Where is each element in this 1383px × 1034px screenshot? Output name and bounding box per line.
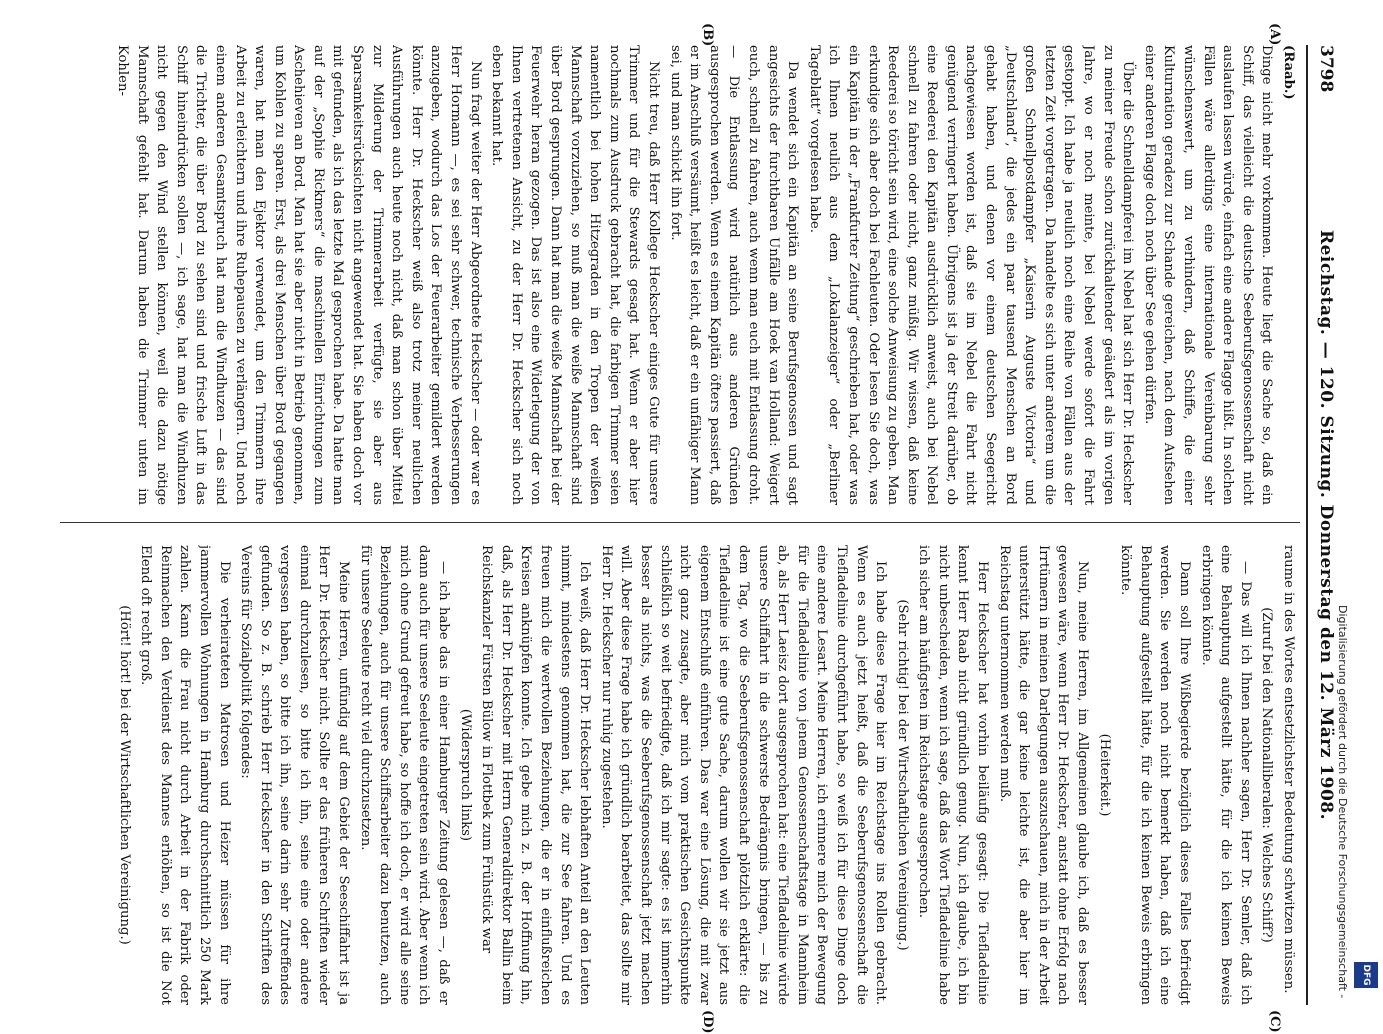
interjection: (Widerspruch links) xyxy=(457,708,473,842)
paragraph: Nicht treu, daß Herr Kollege Heckscher einiges Gute für unsere Trimmer und für die Stewards gesagt hat. Wenn er aber hier nochmals zum Ausdruck gebracht hat, die farbigen Trimmer seien namentlich bei hohen Hitzegraden in den Tropen der weißen Mannschaft vorzuziehen, so muß man die weiße Mannschaft sind über Bord gesprungen. Dann hat man die weiße Mannschaft bei der Feuerwehr heran gezogen. Das ist also eine Widerlegung der von Ihnen vertretenen Ansicht, zu der Herr Dr. Heckscher sich noch eben bekannt hat. xyxy=(489,45,661,505)
digitization-credit: Digitalisierung gefördert durch die Deutsche Forschungsgemeinschaft - xyxy=(1336,605,1349,999)
page-header xyxy=(1310,45,1336,1005)
paragraph: Die verheirateten Matrosen und Heizer müssen für ihre jammervollen Wohnungen in Hamburg durchschnittlich 250 Mark zahlen. Kann die Frau nicht durch Arbeit in der Fabrik oder Reinmachen den Verdienst des Mannes erhöhen, so ist die Not Elend oft recht groß. xyxy=(138,545,232,1005)
margin-marker-d: (D) xyxy=(700,1010,715,1034)
paragraph: Nun fragt weiter der Herr Abgeordnete Heckscher — oder war es Herr Hormann —, es sei sehr schwer, technische Verbesserungen anzugeben, wodurch das Los der Feuerarbeiter gemildert werden könnte. Herr Dr. Heckscher weiß also trotz meiner neulichen Ausführungen auch heute noch nicht, daß man schon über Mittel zur Milderung der Trimmerarbeit verfügte, sie aber aus Sparsamkeitsrücksichten nicht angewendet hat. Sie haben doch vor mit gefunden, als ich das letzte Mal gesprochen habe. Da hatte man auf der „Sophie Rickmers“ die maschinellen Einrichtungen zum Aschehieven an Bord. Man hat sie aber nicht in Betrieb genommen, um Kohlen zu sparen. Erst, als drei Menschen über Bord gegangen waren, hat man den Ejektor verwendet, um den Trimmern ihre Arbeit zu erleichtern und ihre Ruhepausen zu verlängern. Und noch einem anderen Gesamtspruch hat man die Windhuzen — das sind die Trichter, die über Bord zu sehen sind und frische Luft in das Schiff hineindrücken sollen —, ich sage, hat man die Windhuzen nicht gegen den Wind stellen können, weil die dazu nötige Mannschaft gefehlt hat. Darum haben die Trimmer unten im Kohlen- xyxy=(114,45,483,505)
margin-marker-c: (C) xyxy=(1267,1010,1282,1033)
paragraph: — Das will ich Ihnen nachher sagen, Herr Dr. Semler, daß ich eine Behauptung aufgestellt hätte, für die ich keinen Beweis erbringen könnte. xyxy=(1198,545,1253,1005)
paragraph: Nun, meine Herren, im Allgemeinen glaube ich, daß es besser gewesen wäre, wenn Herr Dr. Heckscher, anstatt ohne Erfolg nach Irrtümern in meinen Darlegungen auszuschauen, mich in der Arbeit unterstützt hätte, die gar keine leichte ist, die aber hier im Reichstag unternommen werden muß. xyxy=(996,545,1091,1005)
interjection: (Heiterkeit.) xyxy=(1096,733,1112,817)
left-text-column xyxy=(58,45,1298,505)
paragraph: Da wendet sich ein Kapitän an seine Berufsgenossen und sagt angesichts der furchtbaren Unfälle am Hoek van Holland: Weigert euch, schnell zu fahren, auch wenn man euch mit Entlassung droht. — Die Entlassung wird natürlich aus anderen Gründen ausgesprochen werden. Wenn es einem Kapitän öfters passiert, daß er im Anschluß versäumt, heißt es leicht, daß er ein unfähiger Mann sei, und man schickt ihn fort. xyxy=(667,45,801,505)
paragraph: Herr Heckscher hat vorhin beiläufig gesagt: Die Tiefladelinie kennt Herr Raab nicht gründlich genug. Nun, ich glaube, ich bin nicht unbescheiden, wenn ich sage, daß das Wort Tiefladelinie habe ich sicher am häufigsten im Reichstage ausgesprochen. xyxy=(916,545,991,1005)
page-number: 3798 xyxy=(1316,45,1336,93)
paragraph: — ich habe das in einer Hamburger Zeitung gelesen —, daß er dann auch für unsere Seeleute eingetreten sein wird. Aber wenn ich mich ohne Grund gefreut habe, so hoffe ich doch, er wird alle seine Beziehungen, auch für unsere Schiffsarbeiter dazu benutzen, auch für unsere Seeleute recht viel durchzusetzen. xyxy=(357,545,452,1005)
dfg-logo: DFG xyxy=(1354,962,1378,988)
paragraph: Dinge nicht mehr vorkommen. Heute liegt die Sache so, daß ein Schiff, das vielleicht die deutsche Seeberufsgenossenschaft nicht auslaufen lassen würde, einfach eine andere Flagge hißt. In solchen Fällen wäre allerdings eine internationale Vereinbarung sehr wünschenswert, um zu verhindern, daß Schiffe, die einer Kulturnation geradezu zur Schande gereichen, nach dem Aufsehen einer anderen Flagge doch noch über See gehen dürfen. xyxy=(1141,45,1275,505)
header-rule xyxy=(1306,45,1308,1005)
interjection: (Hört! hört! bei der Wirtschaftlichen Vereinigung.) xyxy=(116,605,132,945)
paragraph: Meine Herren, unfündig auf dem Gebiet der Seeschiffahrt ist ja Herr Dr. Heckscher nicht. Sollte er das früheren Schriften wieder einmal durchzulesen, so bitte ich ihn, seine eine oder andere vergessen haben, so bitte ich ihn, seine darin sehr Zutreffendes gefunden. So z. B. schrieb Herr Heckscher in den Schriften des Vereins für Sozialpolitik folgendes: xyxy=(238,545,352,1005)
interjection: (Zuruf bei den Nationalliberalen: Welches Schiff?) xyxy=(1259,607,1275,943)
margin-marker-b: (B) xyxy=(700,23,715,47)
paragraph: Dann soll Ihre Wißbegierde bezüglich dieses Falles befriedigt werden. Sie werden noch nicht bemerkt haben, daß ich eine Behauptung aufgestellt hätte, für die ich keinen Beweis erbringen könnte. xyxy=(1118,545,1193,1005)
paragraph: raume in des Wortes entsetzlichster Bedeutung schwitzen müssen. xyxy=(1281,545,1296,994)
rotated-page xyxy=(40,15,1340,1034)
page-title: Reichstag. — 120. Sitzung. Donnerstag den 12. März 1908. xyxy=(1316,229,1336,821)
margin-marker-a: (A) xyxy=(1267,23,1282,46)
speaker-name: (Raab.) xyxy=(1281,45,1296,100)
paragraph: Ich habe diese Frage hier im Reichstage ins Rollen gebracht. Wenn es auch jetzt heißt, daß die Seeberufsgenossenschaft die Tiefladelinie durchgeführt habe, so weiß ich für diese Dinge doch eine andere Lesart. Meine Herren, ich erinnere mich der Bewegung für die Tiefladelinie von jenem Genossenschaftstage in Mannheim ab, als Herr Laeisz dort ausgesprochen hat: eine Tiefladelinie würde unsere Schiffahrt in die schwerste Bedrängnis bringen, — bis zu dem Tag, wo die Seeberufsgenossenschaft plötzlich erklärte: die Tiefladelinie ist eine gute Sache, darum wollen wir sie jetzt aus eigenem Entschluß einführen. Das war eine Lösung, die mit zwar nicht ganz zusagte, aber mich vom praktischen Gesichtspunkte schließlich so weit befriedigte, daß ich mir sagte: es ist immerhin besser als nichts, was die Seeberufsgenossenschaft jetzt machen will. Aber diese Frage habe ich gründlich bearbeitet, das sollte mir Herr Dr. Heckscher nur ruhig zugestehen. xyxy=(598,545,889,1005)
paragraph: Ich weiß, daß Herr Dr. Heckscher lebhaften Anteil an den Leuten nimmt, mindestens genommen hat, die zur See fahren. Und es freuen mich die wertvollen Beziehungen, die er in einflußreichen Kreisen anknüpfen konnte. Ich gebe mich z. B. der Hoffnung hin, daß, als Herr Dr. Heckscher mit Herrn Generaldirektor Ballin beim Reichskanzler Fürsten Bülow in Flottbek zum Frühstück war xyxy=(479,545,593,1005)
paragraph: Über die Schnelldampferei im Nebel hat sich Herr Dr. Heckscher zu meiner Freude schon zurückhaltender geäußert als im vorigen Jahre, wo er noch meinte, bei Nebel werde sofort die Fahrt gestoppt. Ich habe ja neulich noch eine Reihe von Fällen aus der letzten Zeit vorgetragen. Da handelte es sich unter anderem um die großen Schnellpostdampfer „Kaiserin Auguste Victoria“ und „Deutschland“, die jedes ein paar tausend Menschen an Bord gehabt haben, und denen vor einem deutschen Seegericht nachgewiesen worden ist, daß sie im Nebel die Fahrt nicht genügend verringert haben. Übrigens ist ja der Streit darüber, ob eine Reederei den Kapitän ausdrücklich anweist, auch bei Nebel schnell zu fahren oder nicht, ganz müßig. Wir wissen, daß keine Reederei so töricht sein wird, eine solche Anweisung zu geben. Man erkundige sich aber doch bei Fachleuten. Oder lesen Sie doch, was ein Kapitän in der „Frankfurter Zeitung“ geschrieben hat, oder was ich Ihnen neulich aus dem „Lokalanzeiger“ oder „Berliner Tageblatt“ vorgelesen habe. xyxy=(806,45,1136,505)
interjection: (Sehr richtig! bei der Wirtschaftlichen Vereinigung.) xyxy=(894,599,910,951)
column-divider xyxy=(60,522,1300,523)
right-text-column xyxy=(58,545,1298,1005)
